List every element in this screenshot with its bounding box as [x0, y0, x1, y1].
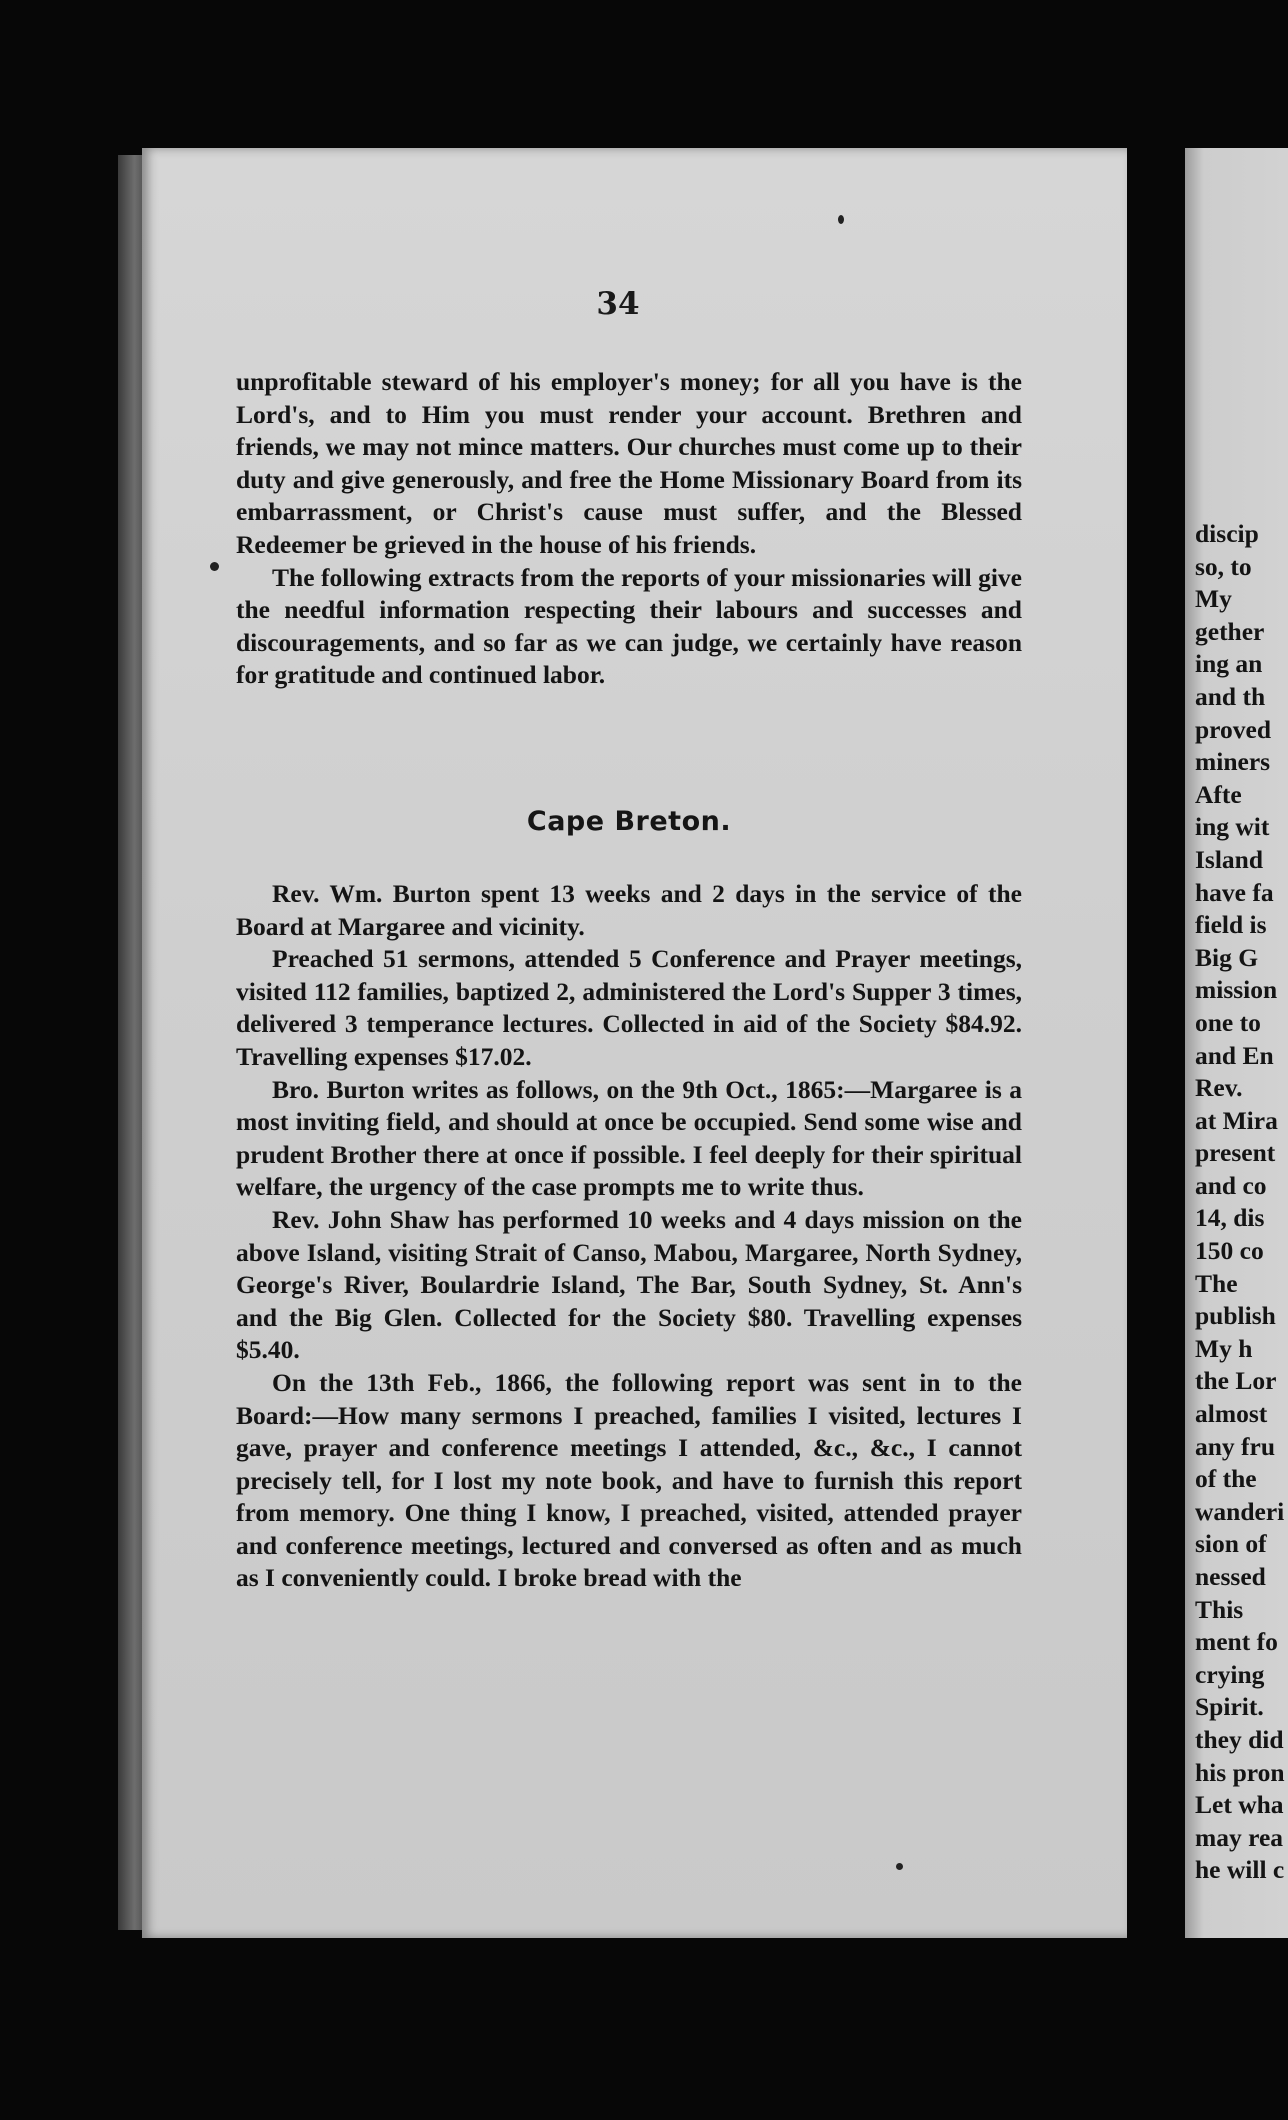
right-page-line: any fru — [1195, 1431, 1276, 1461]
right-page-line: mission — [1195, 975, 1278, 1005]
right-page-line: and co — [1195, 1170, 1267, 1200]
right-page-line: My — [1195, 584, 1232, 614]
right-page-line: 150 co — [1195, 1236, 1264, 1266]
paragraph: On the 13th Feb., 1866, the following report was sent in to the Board:—How many sermons I preached, families I visited, lectures I gave, prayer and conference meetings I attended, &c., &c., I cannot precisely tell, for I lost my note book, and have to furnish this report from memory. One thing I know, I preached, visited, attended prayer and conference meetings, lectured and conversed as often and as much as I conveniently could. I broke bread with the — [236, 1367, 1022, 1593]
right-page-line: have fa — [1195, 877, 1274, 907]
right-page-line: sion of — [1195, 1529, 1267, 1559]
text-block-intro — [236, 366, 1022, 692]
paragraph: The following extracts from the reports of your missionaries will give the needful information respecting their labours and successes and discouragements, and so far as we can judge, we certainly have reason for gratitude and continued labor. — [236, 562, 1022, 690]
right-page-line: publish — [1195, 1301, 1276, 1331]
scan-speck — [896, 1863, 903, 1870]
right-page-line: The — [1195, 1268, 1238, 1298]
scan-speck — [210, 562, 219, 571]
text-block-cape-breton — [236, 878, 1022, 1595]
right-page-line: and En — [1195, 1040, 1274, 1070]
right-page-line: Spirit. — [1195, 1692, 1264, 1722]
right-page-line: crying — [1195, 1659, 1265, 1689]
right-page-line: and th — [1195, 681, 1266, 711]
book-page-right — [1185, 148, 1288, 1938]
scan-speck — [838, 215, 844, 224]
paragraph: Rev. Wm. Burton spent 13 weeks and 2 days in the service of the Board at Margaree and vicinity. — [236, 879, 1022, 941]
right-page-line: Let wha — [1195, 1790, 1284, 1820]
right-page-line: so, to — [1195, 551, 1252, 581]
right-page-line: present — [1195, 1138, 1276, 1168]
right-page-line: his pron — [1195, 1757, 1285, 1787]
right-page-line: discip — [1195, 519, 1259, 548]
right-page-line: ing wit — [1195, 812, 1270, 842]
right-page-line: My h — [1195, 1333, 1253, 1363]
page-number: 34 — [596, 286, 640, 322]
right-page-text — [1195, 518, 1288, 1887]
right-page-line: Big G — [1195, 942, 1259, 972]
right-page-line: the Lor — [1195, 1366, 1277, 1396]
right-page-line: almost — [1195, 1399, 1268, 1429]
right-page-line: This — [1195, 1594, 1244, 1624]
right-page-line: at Mira — [1195, 1105, 1278, 1135]
right-page-line: they did — [1195, 1724, 1284, 1754]
right-page-line: he will c — [1195, 1855, 1285, 1885]
right-page-line: wanderi — [1195, 1496, 1285, 1526]
right-page-line: of the — [1195, 1464, 1257, 1494]
paragraph: Preached 51 sermons, attended 5 Conference and Prayer meetings, visited 112 families, baptized 2, administered the Lord's Supper 3 times, delivered 3 temperance lectures. Collected in aid of the Society $84.92. Travelling expenses $17.02. — [236, 944, 1022, 1071]
right-page-line: proved — [1195, 714, 1272, 744]
right-page-line: miners — [1195, 747, 1271, 777]
right-page-line: Rev. — [1195, 1073, 1243, 1103]
paragraph: unprofitable steward of his employer's money; for all you have is the Lord's, and to Him you must render your account. Brethren and friends, we may not mince matters. Our churches must come up to their duty and give generously, and free the Home Missionary Board from its embarrassment, or Christ's cause must suffer, and the Blessed Redeemer be grieved in the house of his friends. — [236, 367, 1022, 559]
right-page-line: nessed — [1195, 1562, 1266, 1591]
right-page-line: ment fo — [1195, 1627, 1278, 1657]
section-heading: Cape Breton. — [526, 806, 732, 837]
right-page-line: 14, dis — [1195, 1203, 1265, 1233]
right-page-line: may rea — [1195, 1822, 1284, 1852]
paragraph: Rev. John Shaw has performed 10 weeks and 4 days mission on the above Island, visiting Strait of Canso, Mabou, Margaree, North Sydney, George's River, Boulardrie Island, The Bar, South Sydney, St. Ann's and the Big Glen. Collected for the Society $80. Travelling expenses $5.40. — [236, 1204, 1022, 1365]
right-page-line: Island — [1195, 844, 1264, 874]
right-page-line: gether — [1195, 616, 1265, 646]
right-page-line: field is — [1195, 910, 1267, 940]
right-page-line: ing an — [1195, 649, 1263, 679]
right-page-line: one to — [1195, 1007, 1261, 1037]
right-page-line: Afte — [1195, 779, 1242, 809]
paragraph: Bro. Burton writes as follows, on the 9th Oct., 1865:—Margaree is a most inviting field, and should at once be occupied. Send some wise and prudent Brother there at once if possible. I feel deeply for their spiritual welfare, the urgency of the case prompts me to write thus. — [236, 1074, 1022, 1202]
